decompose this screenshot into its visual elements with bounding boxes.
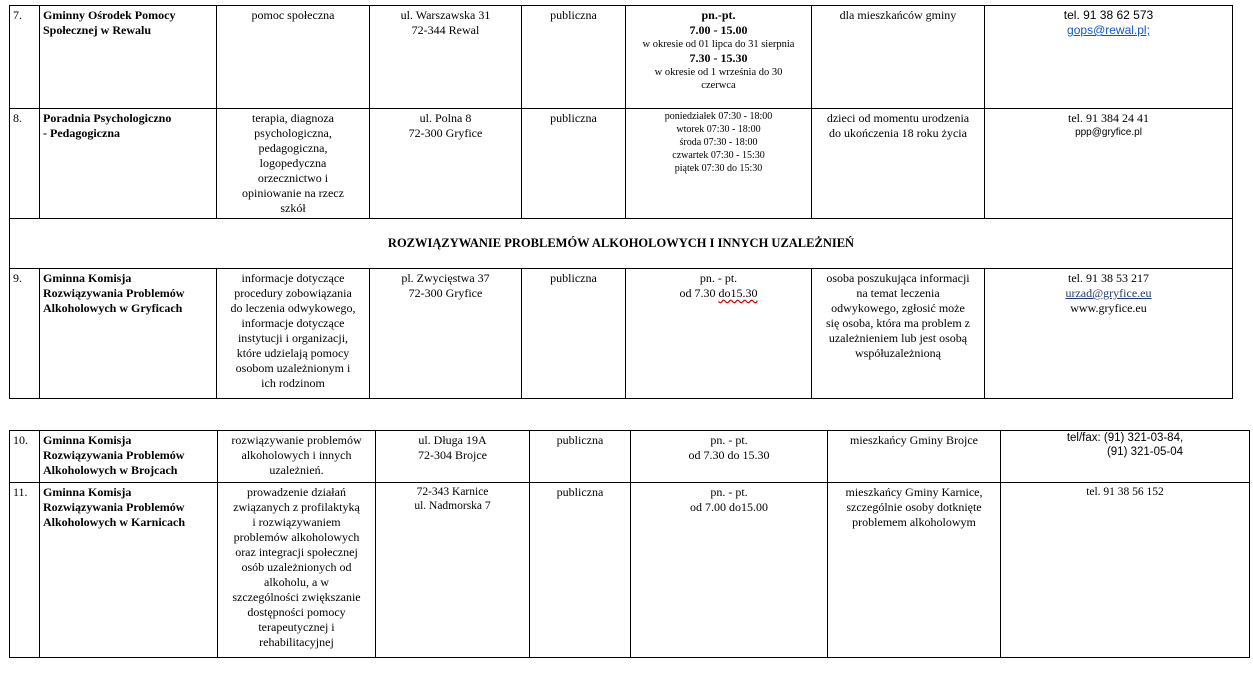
target-group-cell: dzieci od momentu urodzenia do ukończenia 18 roku życia bbox=[812, 109, 985, 219]
address-cell: ul. Długa 19A 72-304 Brojce bbox=[376, 431, 530, 483]
institution-name: Gminny Ośrodek Pomocy Społecznej w Rewalu bbox=[40, 6, 217, 109]
institution-name: Gminna Komisja Rozwiązywania Problemów Alkoholowych w Gryficach bbox=[40, 269, 217, 399]
services-cell: pomoc społeczna bbox=[217, 6, 370, 109]
type-cell: publiczna bbox=[530, 431, 631, 483]
hours-cell: pn.-pt. 7.00 - 15.00 w okresie od 01 lipca do 31 sierpnia 7.30 - 15.30 w okresie od 1 września do 30 czerwca bbox=[626, 6, 812, 109]
type-cell: publiczna bbox=[530, 483, 631, 658]
section-heading-row bbox=[10, 219, 1233, 269]
services-table-2 bbox=[9, 430, 1250, 658]
email-link[interactable]: urzad@gryfice.eu bbox=[1065, 286, 1152, 300]
type-cell: publiczna bbox=[522, 269, 626, 399]
row-number: 10. bbox=[10, 431, 40, 483]
row-number: 9. bbox=[10, 269, 40, 399]
target-group-cell: osoba poszukująca informacji na temat leczenia odwykowego, zgłosić może się osoba, która ma problem z uzależnieniem lub jest osobą współuzależnioną bbox=[812, 269, 985, 399]
row-number: 7. bbox=[10, 6, 40, 109]
type-cell: publiczna bbox=[522, 109, 626, 219]
type-cell: publiczna bbox=[522, 6, 626, 109]
hours-cell: pn. - pt. od 7.00 do15.00 bbox=[631, 483, 828, 658]
hours-cell: poniedziałek 07:30 - 18:00 wtorek 07:30 - 18:00 środa 07:30 - 18:00 czwartek 07:30 - 15:30 piątek 07:30 do 15:30 bbox=[626, 109, 812, 219]
table-row-7 bbox=[10, 6, 1233, 109]
services-cell: terapia, diagnoza psychologiczna, pedagogiczna, logopedyczna orzecznictwo i opiniowanie na rzecz szkół bbox=[217, 109, 370, 219]
table-row-10 bbox=[10, 431, 1250, 483]
email-link[interactable]: gops@rewal.pl; bbox=[1067, 23, 1150, 37]
row-number: 11. bbox=[10, 483, 40, 658]
row-number: 8. bbox=[10, 109, 40, 219]
contact-cell: tel. 91 38 56 152 bbox=[1001, 483, 1250, 658]
table-row-8 bbox=[10, 109, 1233, 219]
address-cell: 72-343 Karnice ul. Nadmorska 7 bbox=[376, 483, 530, 658]
contact-cell: tel. 91 384 24 41 ppp@gryfice.pl bbox=[985, 109, 1233, 219]
institution-name: Poradnia Psychologiczno - Pedagogiczna bbox=[40, 109, 217, 219]
address-cell: ul. Polna 8 72-300 Gryfice bbox=[370, 109, 522, 219]
services-cell: prowadzenie działań związanych z profilaktyką i rozwiązywaniem problemów alkoholowych oraz integracji społecznej osób uzależnionych od alkoholu, a w szczególności zwiększanie dostępności pomocy terapeutycznej i rehabilitacyjnej bbox=[218, 483, 376, 658]
institution-name: Gminna Komisja Rozwiązywania Problemów Alkoholowych w Brojcach bbox=[40, 431, 218, 483]
address-cell: ul. Warszawska 31 72-344 Rewal bbox=[370, 6, 522, 109]
address-cell: pl. Zwycięstwa 37 72-300 Gryfice bbox=[370, 269, 522, 399]
target-group-cell: mieszkańcy Gminy Karnice, szczególnie osoby dotknięte problemem alkoholowym bbox=[828, 483, 1001, 658]
table-row-11 bbox=[10, 483, 1250, 658]
services-cell: informacje dotyczące procedury zobowiązania do leczenia odwykowego, informacje dotyczące instytucji i organizacji, które udzielają pomocy osobom uzależnionym i ich rodzinom bbox=[217, 269, 370, 399]
contact-cell: tel/fax: (91) 321-03-84, (91) 321-05-04 bbox=[1001, 431, 1250, 483]
contact-cell: tel. 91 38 53 217 urzad@gryfice.eu www.gryfice.eu bbox=[985, 269, 1233, 399]
target-group-cell: mieszkańcy Gminy Brojce bbox=[828, 431, 1001, 483]
table-row-9 bbox=[10, 269, 1233, 399]
target-group-cell: dla mieszkańców gminy bbox=[812, 6, 985, 109]
section-title: ROZWIĄZYWANIE PROBLEMÓW ALKOHOLOWYCH I INNYCH UZALEŻNIEŃ bbox=[10, 219, 1233, 269]
institution-name: Gminna Komisja Rozwiązywania Problemów Alkoholowych w Karnicach bbox=[40, 483, 218, 658]
services-cell: rozwiązywanie problemów alkoholowych i innych uzależnień. bbox=[218, 431, 376, 483]
hours-cell: pn. - pt. od 7.30 do15.30 bbox=[626, 269, 812, 399]
hours-cell: pn. - pt. od 7.30 do 15.30 bbox=[631, 431, 828, 483]
services-table-1 bbox=[9, 5, 1233, 399]
contact-cell: tel. 91 38 62 573 gops@rewal.pl; bbox=[985, 6, 1233, 109]
